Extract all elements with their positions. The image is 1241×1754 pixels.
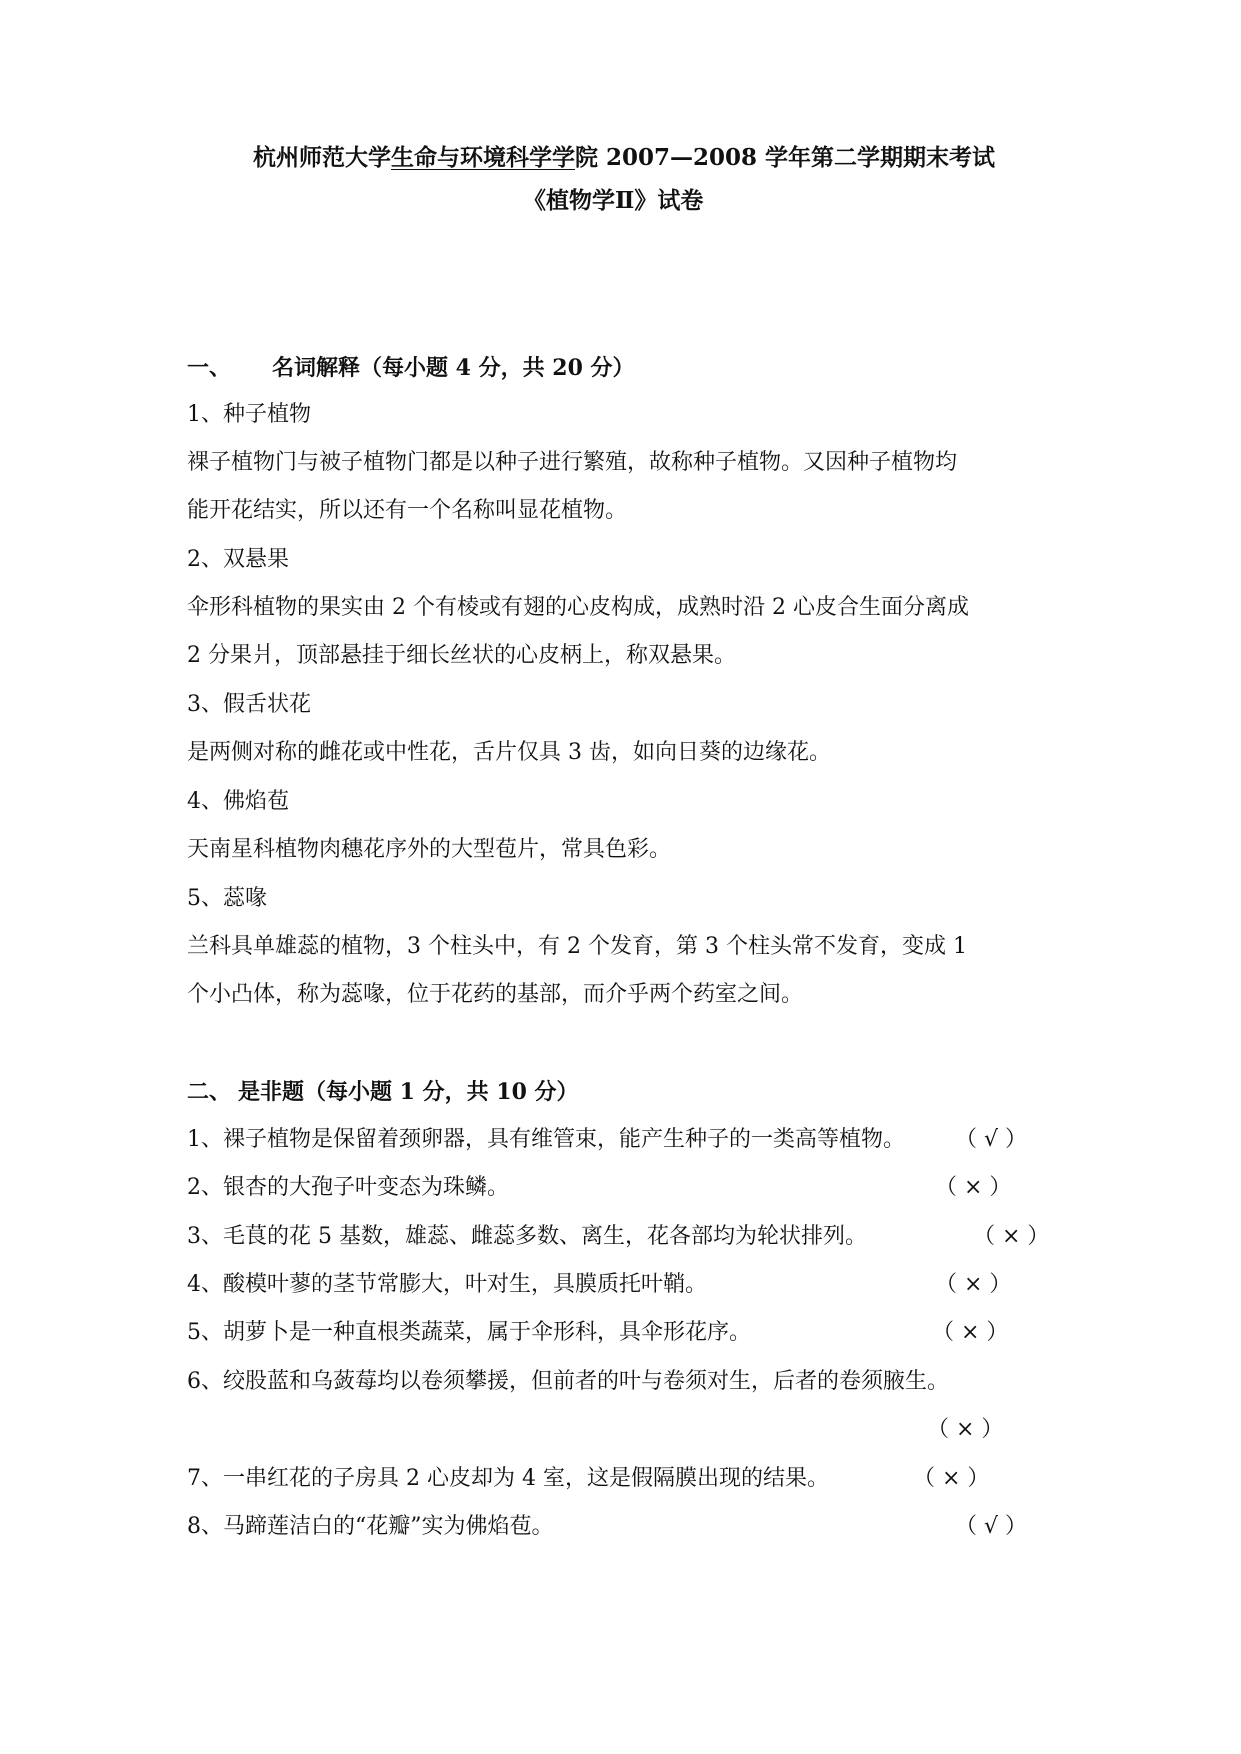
answer-3: （ × ） — [973, 1224, 1050, 1249]
question-6: 6、绞股蓝和乌蔹莓均以卷须攀援，但前者的叶与卷须对生，后者的卷须腋生。 — [187, 1369, 949, 1394]
definition-5-line2: 个小凸体，称为蕊喙，位于花药的基部，而介乎两个药室之间。 — [187, 982, 804, 1007]
answer-4: （ × ） — [935, 1272, 1012, 1297]
answer-8: （ √ ） — [955, 1514, 1028, 1539]
definition-1-line2: 能开花结实，所以还有一个名称叫显花植物。 — [187, 498, 628, 523]
section2-heading: 是非题（每小题 1 分，共 10 分） — [238, 1079, 579, 1105]
section1-number: 一、 — [187, 355, 232, 381]
question-3: 3、毛茛的花 5 基数，雄蕊、雌蕊多数、离生，花各部均为轮状排列。 — [187, 1224, 867, 1249]
title-prefix: 杭州师范大学 — [253, 144, 391, 171]
answer-7: （ × ） — [913, 1466, 990, 1491]
definition-1-line1: 裸子植物门与被子植物门都是以种子进行繁殖，故称种子植物。又因种子植物均 — [187, 450, 958, 475]
answer-6: （ × ） — [927, 1417, 1004, 1442]
definition-4-line1: 天南星科植物肉穗花序外的大型苞片，常具色彩。 — [187, 837, 672, 862]
term-4: 4、佛焰苞 — [187, 789, 289, 814]
title-department: 生命与环境科学学 — [391, 144, 575, 171]
term-3: 3、假舌状花 — [187, 692, 311, 717]
question-4: 4、酸模叶蓼的茎节常膨大，叶对生，具膜质托叶鞘。 — [187, 1272, 707, 1297]
exam-title-line1 — [253, 143, 995, 173]
term-2: 2、双悬果 — [187, 547, 289, 572]
term-5: 5、蕊喙 — [187, 886, 267, 911]
definition-2-line1: 伞形科植物的果实由 2 个有棱或有翅的心皮构成，成熟时沿 2 心皮合生面分离成 — [187, 595, 969, 620]
definition-5-line1: 兰科具单雄蕊的植物，3 个柱头中，有 2 个发育，第 3 个柱头常不发育，变成 1 — [187, 934, 967, 959]
question-2: 2、银杏的大孢子叶变态为珠鳞。 — [187, 1175, 509, 1200]
question-5: 5、胡萝卜是一种直根类蔬菜，属于伞形科，具伞形花序。 — [187, 1320, 751, 1345]
title-suffix: 院 2007—2008 学年第二学期期末考试 — [575, 144, 996, 171]
definition-3-line1: 是两侧对称的雌花或中性花，舌片仅具 3 齿，如向日葵的边缘花。 — [187, 740, 831, 765]
section2-number: 二、 — [187, 1079, 232, 1105]
definition-2-line2: 2 分果爿，顶部悬挂于细长丝状的心皮柄上，称双悬果。 — [187, 643, 736, 668]
section1-heading: 名词解释（每小题 4 分，共 20 分） — [272, 355, 635, 381]
question-8: 8、马蹄莲洁白的“花瓣”实为佛焰苞。 — [187, 1514, 554, 1539]
exam-title-line2: 《植物学Ⅱ》试卷 — [523, 187, 704, 214]
answer-2: （ × ） — [935, 1175, 1012, 1200]
question-7: 7、一串红花的子房具 2 心皮却为 4 室，这是假隔膜出现的结果。 — [187, 1466, 829, 1491]
question-1: 1、裸子植物是保留着颈卵器，具有维管束，能产生种子的一类高等植物。 — [187, 1127, 905, 1152]
answer-5: （ × ） — [932, 1320, 1009, 1345]
answer-1: （ √ ） — [955, 1127, 1028, 1152]
term-1: 1、种子植物 — [187, 402, 311, 427]
